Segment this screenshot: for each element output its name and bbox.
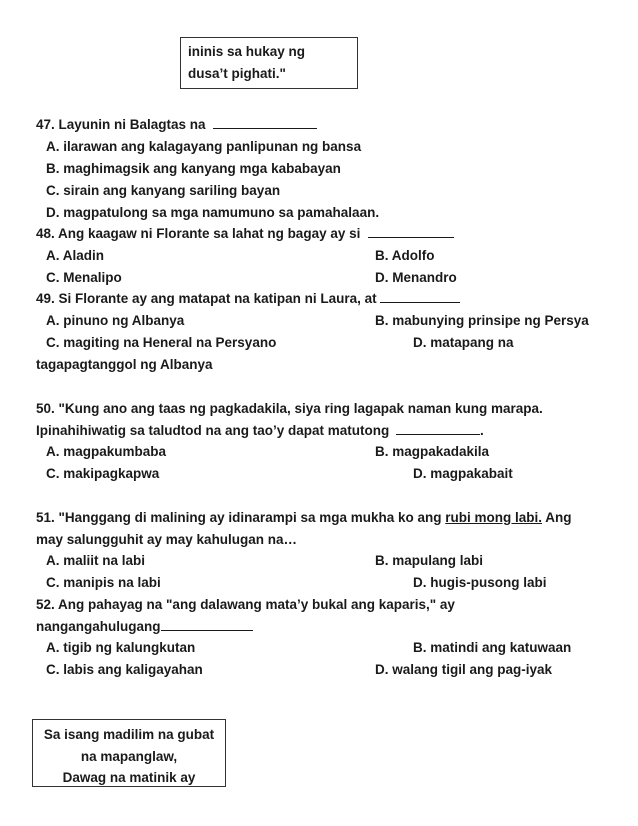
q50-stem-line-1: 50. "Kung ano ang taas ng pagkadakila, siya ring lagapak naman kung marapa. <box>36 401 543 416</box>
q52-option-d: D. walang tigil ang pag-iyak <box>375 662 553 677</box>
q50-stem-line-2 <box>36 423 484 439</box>
q48-option-d: D. Menandro <box>375 270 457 285</box>
answer-blank <box>396 423 480 435</box>
answer-blank <box>380 291 460 303</box>
answer-blank <box>368 226 454 238</box>
q50-stem-end: . <box>480 423 484 438</box>
q49-option-c: C. magiting na Heneral na Persyano <box>46 335 277 350</box>
q52-stem-line-1: 52. Ang pahayag na "ang dalawang mata’y bukal ang kaparis," ay <box>36 597 455 612</box>
q50-option-a: A. magpakumbaba <box>46 444 167 459</box>
q51-option-a: A. maliit na labi <box>46 553 146 568</box>
q50-option-c: C. makipagkapwa <box>46 466 160 481</box>
q51-option-d: D. hugis-pusong labi <box>413 575 547 590</box>
q50-option-d: D. magpakabait <box>413 466 513 481</box>
q49-option-a: A. pinuno ng Albanya <box>46 313 185 328</box>
q49-option-b: B. mabunying prinsipe ng Persya <box>375 313 589 328</box>
q48-stem <box>36 226 454 242</box>
q51-stem-text-post: Ang <box>545 510 572 525</box>
answer-blank <box>161 619 253 631</box>
q48-option-b: B. Adolfo <box>375 248 435 263</box>
q48-option-a: A. Aladin <box>46 248 105 263</box>
q50-stem-text: Ipinahihiwatig sa taludtod na ang tao’y dapat matutong <box>36 423 390 438</box>
q47-option-d: D. magpatulong sa mga namumuno sa pamahalaan. <box>46 205 380 220</box>
q49-option-d: D. matapang na <box>413 335 514 350</box>
q52-option-b: B. matindi ang katuwaan <box>413 640 572 655</box>
q51-underlined-phrase: rubi mong labi. <box>445 510 543 525</box>
q52-stem-line-2 <box>36 619 253 635</box>
q49-option-d-continued: tagapagtanggol ng Albanya <box>36 357 213 372</box>
q47-option-c: C. sirain ang kanyang sariling bayan <box>46 183 281 198</box>
top-poem-line-1: ininis sa hukay ng <box>188 44 306 59</box>
top-poem-line-2: dusa’t pighati." <box>188 66 286 81</box>
q52-option-c: C. labis ang kaligayahan <box>46 662 203 677</box>
q52-stem-text: nangangahulugang <box>36 619 161 634</box>
q50-option-b: B. magpakadakila <box>375 444 490 459</box>
q51-option-b: B. mapulang labi <box>375 553 484 568</box>
q48-option-c: C. Menalipo <box>46 270 122 285</box>
q47-option-a: A. ilarawan ang kalagayang panlipunan ng bansa <box>46 139 362 154</box>
bottom-poem-line-2: na mapanglaw, <box>80 749 178 764</box>
q47-stem-text: 47. Layunin ni Balagtas na <box>36 117 206 132</box>
q47-stem <box>36 117 317 133</box>
q51-stem-line-1 <box>36 510 572 526</box>
q51-stem-line-2: may salungguhit ay may kahulugan na… <box>36 532 298 547</box>
q47-option-b: B. maghimagsik ang kanyang mga kababayan <box>46 161 341 176</box>
bottom-poem-line-1: Sa isang madilim na gubat <box>43 727 215 742</box>
q51-stem-text: 51. "Hanggang di malining ay idinarampi sa mga mukha ko ang <box>36 510 442 525</box>
answer-blank <box>213 117 317 129</box>
q48-stem-text: 48. Ang kaagaw ni Florante sa lahat ng bagay ay si <box>36 226 361 241</box>
q51-option-c: C. manipis na labi <box>46 575 161 590</box>
q52-option-a: A. tigib ng kalungkutan <box>46 640 196 655</box>
q49-stem-text: 49. Si Florante ay ang matapat na katipan ni Laura, at <box>36 291 377 306</box>
bottom-poem-line-3: Dawag na matinik ay <box>62 770 196 785</box>
q49-stem <box>36 291 460 307</box>
